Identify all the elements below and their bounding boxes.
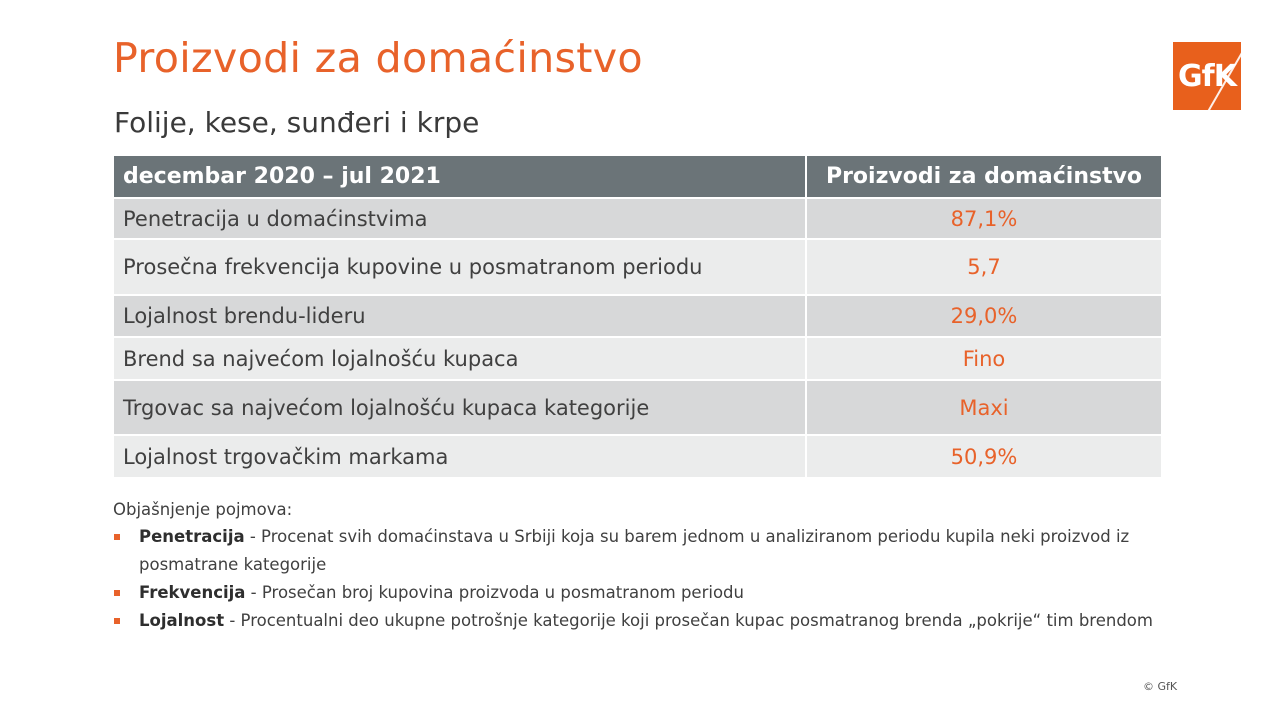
gfk-logo	[1173, 42, 1241, 110]
column-header-category: Proizvodi za domaćinstvo	[806, 156, 1161, 198]
row-label: Penetracija u domaćinstvima	[114, 198, 806, 239]
table-header-row	[114, 156, 1161, 198]
row-value: 5,7	[806, 239, 1161, 295]
row-label: Lojalnost trgovačkim markama	[114, 435, 806, 477]
row-label: Brend sa najvećom lojalnošću kupaca	[114, 337, 806, 380]
definitions-heading: Objašnjenje pojmova:	[113, 500, 293, 519]
definitions-section	[113, 500, 1173, 635]
row-value: 29,0%	[806, 295, 1161, 337]
bullet-icon	[114, 590, 120, 596]
table-row	[114, 239, 1161, 295]
page-subtitle: Folije, kese, sunđeri i krpe	[114, 106, 480, 139]
row-value: Maxi	[806, 380, 1161, 435]
table-row	[114, 295, 1161, 337]
definition-term: Lojalnost	[139, 611, 225, 630]
row-label: Trgovac sa najvećom lojalnošću kupaca kategorije	[114, 380, 806, 435]
row-value: Fino	[806, 337, 1161, 380]
bullet-icon	[114, 534, 120, 540]
row-value: 50,9%	[806, 435, 1161, 477]
row-label: Prosečna frekvencija kupovine u posmatranom periodu	[114, 239, 806, 295]
table-row	[114, 435, 1161, 477]
definition-item	[113, 579, 1173, 607]
table-row	[114, 337, 1161, 380]
definition-term: Frekvencija	[139, 583, 246, 602]
definition-text: - Procenat svih domaćinstava u Srbiji koja su barem jednom u analiziranom periodu kupila neki proizvod iz posmatrane kategorije	[139, 527, 1130, 574]
kpi-table	[114, 156, 1161, 477]
logo-text: GfK	[1178, 58, 1236, 94]
page-title: Proizvodi za domaćinstvo	[113, 34, 643, 82]
row-label: Lojalnost brendu-lideru	[114, 295, 806, 337]
table-row	[114, 198, 1161, 239]
definition-text: - Prosečan broj kupovina proizvoda u posmatranom periodu	[245, 583, 744, 602]
definition-item	[113, 523, 1173, 579]
column-header-period: decembar 2020 – jul 2021	[114, 156, 806, 198]
copyright: © GfK	[1143, 680, 1178, 693]
row-value: 87,1%	[806, 198, 1161, 239]
definition-term: Penetracija	[139, 527, 245, 546]
definition-item	[113, 607, 1173, 635]
table-row	[114, 380, 1161, 435]
definitions-list	[113, 523, 1173, 635]
definition-text: - Procentualni deo ukupne potrošnje kategorije koji prosečan kupac posmatranog brenda „pokrije“ tim brendom	[224, 611, 1153, 630]
bullet-icon	[114, 618, 120, 624]
